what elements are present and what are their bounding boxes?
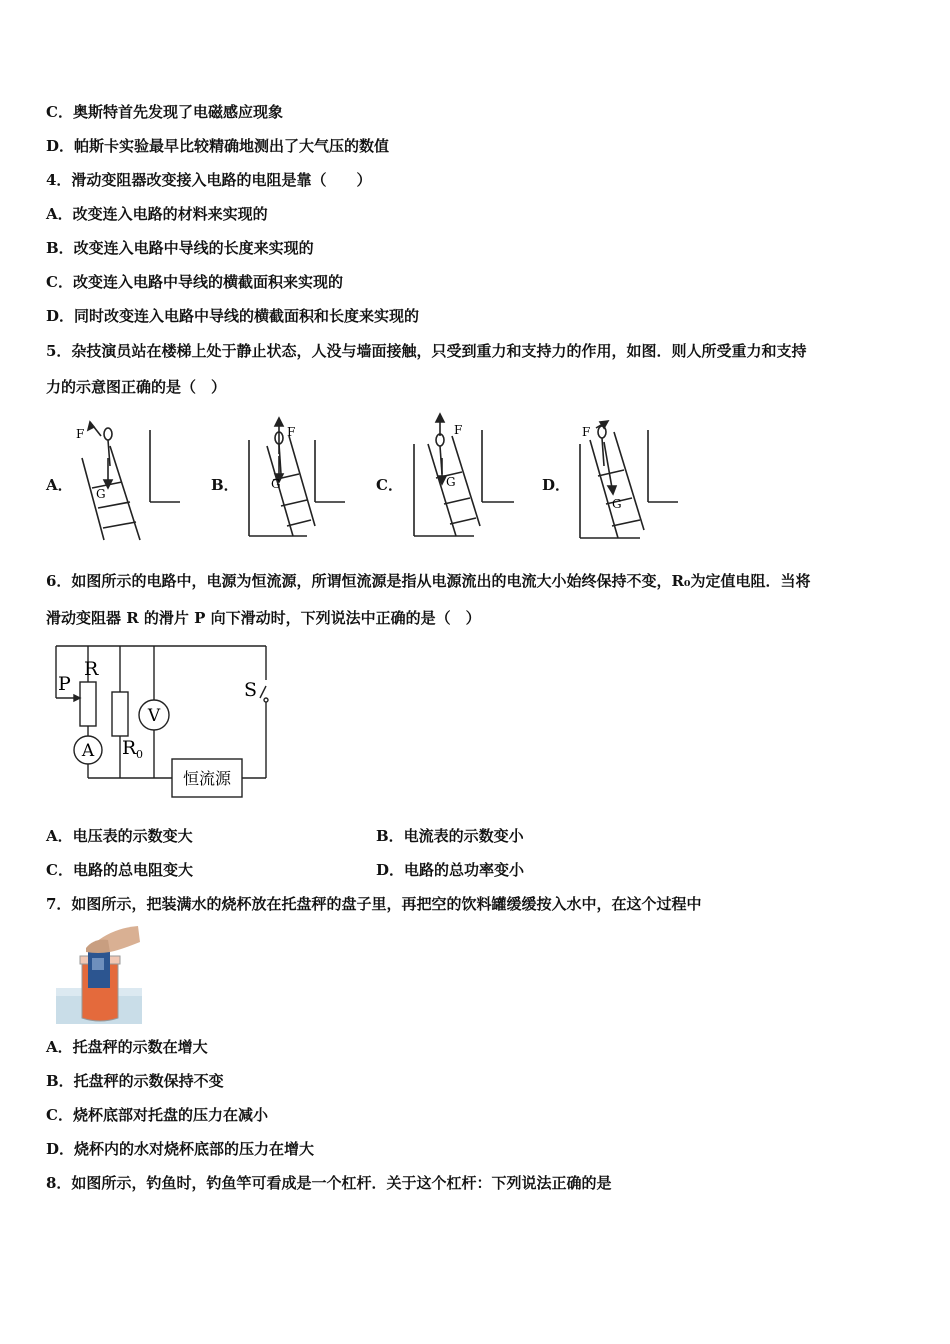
circuit-label-p: P <box>58 673 71 695</box>
ammeter-label: A <box>81 741 95 761</box>
q6-stem-line1: 6．如图所示的电路中，电源为恒流源，所谓恒流源是指从电源流出的电流大小始终保持不变，R₀为定值电阻．当将 <box>46 572 811 590</box>
q5d-force-g: G <box>612 497 622 511</box>
q5-stem-line1: 5．杂技演员站在楼梯上处于静止状态，人没与墙面接触，只受到重力和支持力的作用，如图．则人所受重力和支持 <box>46 342 807 360</box>
q5c-force-f: F <box>454 423 463 437</box>
q5a-force-f: F <box>76 427 85 441</box>
q6-option-a: A．电压表的示数变大 <box>46 827 193 845</box>
q5d-force-f: F <box>582 425 591 439</box>
circuit-label-r0: R <box>122 737 137 759</box>
q5a-force-g: G <box>96 487 106 501</box>
q7-stem: 7．如图所示，把装满水的烧杯放在托盘秤的盘子里，再把空的饮料罐缓缓按入水中，在这个过程中 <box>46 895 702 913</box>
q5-label-c: C． <box>376 476 403 494</box>
q6-option-b: B．电流表的示数变小 <box>376 827 524 845</box>
q5-label-b: B． <box>211 476 239 494</box>
q7-option-a: A．托盘秤的示数在增大 <box>46 1038 208 1056</box>
q5c-force-g: G <box>446 475 456 489</box>
q7-option-c: C．烧杯底部对托盘的压力在减小 <box>46 1106 268 1124</box>
circuit-label-r: R <box>84 658 99 680</box>
voltmeter-label: V <box>147 706 161 726</box>
q6-option-d: D．电路的总功率变小 <box>376 861 525 879</box>
q5-label-d: D． <box>542 476 571 494</box>
q4-option-a: A．改变连入电路的材料来实现的 <box>46 205 268 223</box>
q5b-force-g: G <box>271 477 281 491</box>
q8-stem: 8．如图所示，钓鱼时，钓鱼竿可看成是一个杠杆．关于这个杠杆：下列说法正确的是 <box>46 1174 612 1192</box>
q5-figure-c <box>402 414 517 542</box>
q5-figure-b <box>237 418 352 543</box>
q4-option-b: B．改变连入电路中导线的长度来实现的 <box>46 239 314 257</box>
q7-beaker-photo <box>56 924 142 1024</box>
constant-current-source-label: 恒流源 <box>182 769 232 788</box>
q6-stem-line2: 滑动变阻器 R 的滑片 P 向下滑动时，下列说法中正确的是（ ） <box>46 609 481 627</box>
circuit-label-s: S <box>244 679 258 701</box>
q3-option-d: D．帕斯卡实验最早比较精确地测出了大气压的数值 <box>46 137 390 155</box>
q4-stem: 4．滑动变阻器改变接入电路的电阻是靠（ ） <box>46 171 372 189</box>
q5-figure-a <box>72 418 187 543</box>
q7-option-d: D．烧杯内的水对烧杯底部的压力在增大 <box>46 1140 315 1158</box>
q4-option-c: C．改变连入电路中导线的横截面积来实现的 <box>46 273 343 291</box>
q6-option-c: C．电路的总电阻变大 <box>46 861 193 879</box>
q4-option-d: D．同时改变连入电路中导线的横截面积和长度来实现的 <box>46 307 420 325</box>
q5-stem-line2: 力的示意图正确的是（ ） <box>46 378 227 396</box>
q5b-force-f: F <box>287 425 296 439</box>
circuit-label-r0-sub: 0 <box>136 748 143 761</box>
q7-option-b: B．托盘秤的示数保持不变 <box>46 1072 224 1090</box>
q3-option-c: C．奥斯特首先发现了电磁感应现象 <box>46 103 283 121</box>
q5-label-a: A． <box>46 476 73 494</box>
q5-figure-d <box>568 418 683 543</box>
q6-circuit-diagram <box>50 640 275 802</box>
